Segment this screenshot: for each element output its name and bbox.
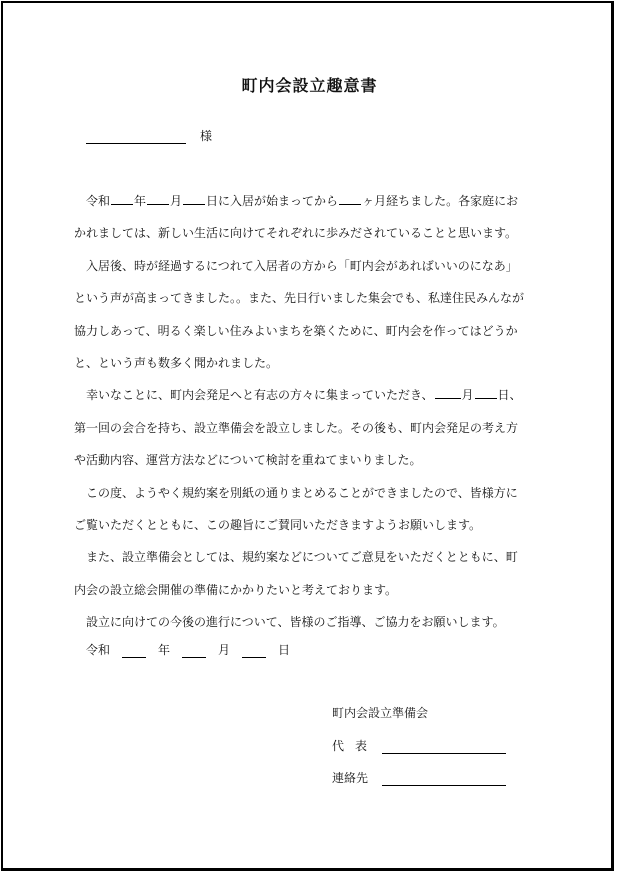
text-segment: 年: [134, 194, 147, 208]
date-day-blank[interactable]: [242, 646, 266, 658]
paragraph-line: 協力しあって、明るく楽しい住みよいまちを築くために、町内会を作ってはどうか: [74, 323, 518, 338]
contact-line: [332, 769, 506, 786]
text-segment: 幸いなことに、町内会発足へと有志の方々に集まっていただき、: [86, 388, 434, 403]
text-segment: 入居後、時が経過するにつれて入居者の方から「町内会があればいいのになあ」: [86, 258, 518, 273]
paragraph-line: や活動内容、運営方法などについて検討を重ねてまいりました。: [74, 453, 422, 468]
meeting-day-blank[interactable]: [475, 387, 497, 399]
text-segment: 設立に向けての今後の進行について、皆様のご指導、ご協力をお願いします。: [86, 615, 505, 630]
paragraph-line: [74, 379, 554, 411]
contact-label: 連絡先: [332, 771, 369, 785]
text-segment: 月: [170, 194, 183, 208]
paragraph-line: [74, 250, 554, 282]
addressee-line: [86, 127, 212, 144]
paragraph-line: [74, 541, 554, 573]
paragraph-line: [74, 477, 554, 509]
text-segment: この度、ようやく規約案を別紙の通りまとめることができましたので、皆様方に: [86, 485, 518, 500]
addressee-blank[interactable]: [86, 131, 186, 144]
paragraph-line: かれましては、新しい生活に向けてそれぞれに歩みだされていることと思います。: [74, 226, 518, 241]
text-segment: また、設立準備会としては、規約案などについてご意見をいただくとともに、町: [86, 550, 518, 565]
representative-label: 代表: [332, 739, 379, 753]
text-segment: 日、: [497, 388, 522, 403]
paragraph-line: という声が高まってきました。。また、先日行いました集会でも、私達住民みんなが: [74, 291, 525, 306]
text-segment: 月: [461, 388, 474, 403]
paragraph-line: と、という声も数多く聞かれました。: [74, 355, 279, 370]
text-segment: 日に入居が始まってから: [206, 194, 339, 208]
contact-blank[interactable]: [382, 773, 506, 786]
day-blank[interactable]: [183, 193, 205, 205]
representative-blank[interactable]: [382, 741, 506, 754]
date-year-blank[interactable]: [122, 646, 146, 658]
year-blank[interactable]: [111, 193, 133, 205]
date-month-label: 月: [218, 643, 231, 657]
date-era: 令和: [86, 643, 111, 657]
organization-name: 町内会設立準備会: [332, 706, 429, 720]
meeting-month-blank[interactable]: [435, 387, 461, 399]
text-segment: ヶ月経ちました。各家庭にお: [362, 194, 519, 208]
document-title: 町内会設立趣意書: [241, 76, 378, 95]
paragraph-line: [74, 185, 554, 217]
paragraph-line: 内会の設立総会開催の準備にかかりたいと考えております。: [74, 582, 398, 597]
date-day-label: 日: [278, 643, 291, 657]
month-blank[interactable]: [147, 193, 169, 205]
date-year-label: 年: [158, 643, 171, 657]
date-month-blank[interactable]: [182, 646, 206, 658]
document-date: [86, 641, 290, 658]
paragraph-line: ご覧いただくとともに、この趣旨にご賛同いただきますようお願いします。: [74, 517, 482, 532]
months-blank[interactable]: [339, 193, 361, 205]
addressee-suffix: 様: [200, 129, 213, 143]
paragraph-line: [74, 606, 554, 638]
paragraph-line: 第一回の会合を持ち、設立準備会を設立しました。その後も、町内会発足の考え方: [74, 420, 519, 435]
representative-line: [332, 737, 506, 754]
text-segment: 令和: [86, 194, 111, 208]
document-body: [74, 185, 554, 638]
